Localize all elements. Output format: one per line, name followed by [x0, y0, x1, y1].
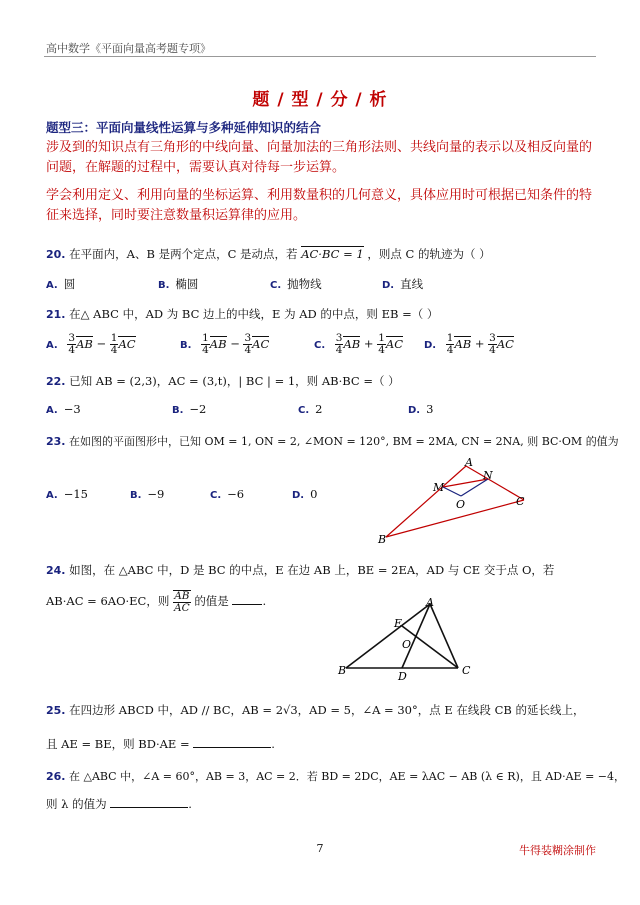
question-text: 如图，在 △ABC 中，D 是 BC 的中点，E 在边 AB 上，BE = 2EA，AD 与 CE 交于点 O，若	[69, 563, 555, 577]
question-text: 且 AE = BE，则 BD·AE =	[46, 737, 190, 751]
question-25	[46, 702, 585, 718]
question-number: 22.	[46, 375, 66, 388]
label-b: B	[338, 664, 347, 677]
question-expression: AB·AC = 6AO·EC，则	[46, 594, 170, 608]
segment-om	[443, 487, 461, 496]
question-expression: AC·BC = 1	[301, 247, 364, 261]
page-title: 题 / 型 / 分 / 析	[252, 90, 388, 110]
question-text: 则 λ 的值为	[46, 797, 107, 811]
q23-figure	[370, 455, 540, 547]
question-text: 已知 AB = (2,3)，AC = (3,t)，| BC | = 1，则 AB·BC =（ ）	[69, 374, 400, 388]
question-21	[46, 306, 438, 322]
q21-option-b: B. $\frac{1}{4}$ AB − $\frac{3}{4}$ AC	[180, 332, 270, 356]
label-m: M	[433, 481, 445, 494]
label-d: D	[398, 670, 407, 682]
q23-option-d: D. 0	[292, 487, 318, 501]
answer-blank[interactable]	[110, 796, 188, 808]
question-number: 20.	[46, 248, 66, 261]
q23-option-b: B. −9	[130, 487, 165, 501]
line-ab	[346, 604, 430, 668]
footer-brand: 牛得装糊涂制作	[519, 844, 596, 857]
intro-paragraph-2: 学会利用定义、利用向量的坐标运算、利用数量积的几何意义，具体应用时可根据已知条件的特征来选择，同时要注意数量积运算律的应用。	[46, 188, 593, 223]
page-number: 7	[316, 842, 324, 855]
q20-option-a: A. 圆	[46, 277, 76, 291]
q20-option-c: C. 抛物线	[270, 277, 322, 291]
label-a: A	[426, 596, 434, 609]
question-number: 26.	[46, 770, 66, 783]
header-divider	[44, 56, 596, 57]
question-number: 24.	[46, 564, 66, 577]
question-26	[46, 768, 625, 784]
question-text: 在四边形 ABCD 中，AD // BC，AB = 2√3，AD = 5，∠A = 30°，点 E 在线段 CB 的延长线上，	[69, 703, 585, 717]
label-n: N	[483, 469, 493, 482]
q24-figure	[336, 596, 486, 682]
page-header: 高中数学《平面向量高考题专项》	[46, 42, 211, 55]
question-26-line2: 则 λ 的值为 .	[46, 797, 192, 811]
question-text: 在如图的平面图形中，已知 OM = 1, ON = 2, ∠MON = 120°, BM = 2MA, CN = 2NA, 则 BC·OM 的值为	[69, 435, 619, 448]
question-number: 23.	[46, 435, 66, 448]
question-number: 25.	[46, 704, 66, 717]
q22-option-b: B. −2	[172, 402, 207, 416]
label-c: C	[516, 495, 525, 508]
question-24-line2: AB·AC = 6AO·EC，则 $\frac{AB}{AC}$ 的值是 .	[46, 590, 267, 614]
label-b: B	[378, 533, 387, 546]
label-o: O	[402, 638, 412, 651]
question-22	[46, 373, 400, 389]
label-o: O	[456, 498, 466, 511]
q21-option-c: C. $\frac{3}{4}$ AB + $\frac{1}{4}$ AC	[314, 332, 403, 356]
q22-option-c: C. 2	[298, 402, 323, 416]
q22-option-a: A. −3	[46, 402, 81, 416]
label-c: C	[462, 664, 471, 677]
q23-option-a: A. −15	[46, 487, 89, 501]
question-24	[46, 562, 554, 578]
answer-blank[interactable]	[232, 593, 262, 605]
question-25-line2: 且 AE = BE，则 BD·AE = .	[46, 737, 275, 751]
label-e: E	[394, 617, 403, 630]
q21-option-d: D. $\frac{1}{4}$ AB + $\frac{3}{4}$ AC	[424, 332, 514, 356]
label-a: A	[465, 456, 473, 469]
question-text: 在△ ABC 中，AD 为 BC 边上的中线，E 为 AD 的中点，则 EB =（ ）	[69, 307, 439, 321]
question-23	[46, 433, 619, 449]
q21-option-a: A. $\frac{3}{4}$ AB − $\frac{1}{4}$ AC	[46, 332, 136, 356]
question-text: 的值是	[194, 594, 229, 608]
question-text: ，则点 C 的轨迹为（ ）	[367, 247, 491, 261]
answer-blank[interactable]	[193, 736, 271, 748]
question-text: 在平面内，A、B 是两个定点，C 是动点，若	[69, 247, 298, 261]
question-20	[46, 246, 491, 262]
q20-option-b: B. 椭圆	[158, 277, 199, 291]
q22-option-d: D. 3	[408, 402, 434, 416]
question-text: 在 △ABC 中，∠A = 60°，AB = 3，AC = 2．若 BD = 2DC，AE = λAC − AB (λ ∈ R)，且 AD·AE = −4，	[69, 770, 625, 783]
question-number: 21.	[46, 308, 66, 321]
q20-option-d: D. 直线	[382, 277, 424, 291]
section-heading: 题型三：平面向量线性运算与多种延伸知识的结合	[46, 120, 322, 135]
intro-paragraph-1: 涉及到的知识点有三角形的中线向量、向量加法的三角形法则、共线向量的表示以及相反向量的问题，在解题的过程中，需要认真对待每一步运算。	[46, 140, 593, 175]
q23-option-c: C. −6	[210, 487, 245, 501]
